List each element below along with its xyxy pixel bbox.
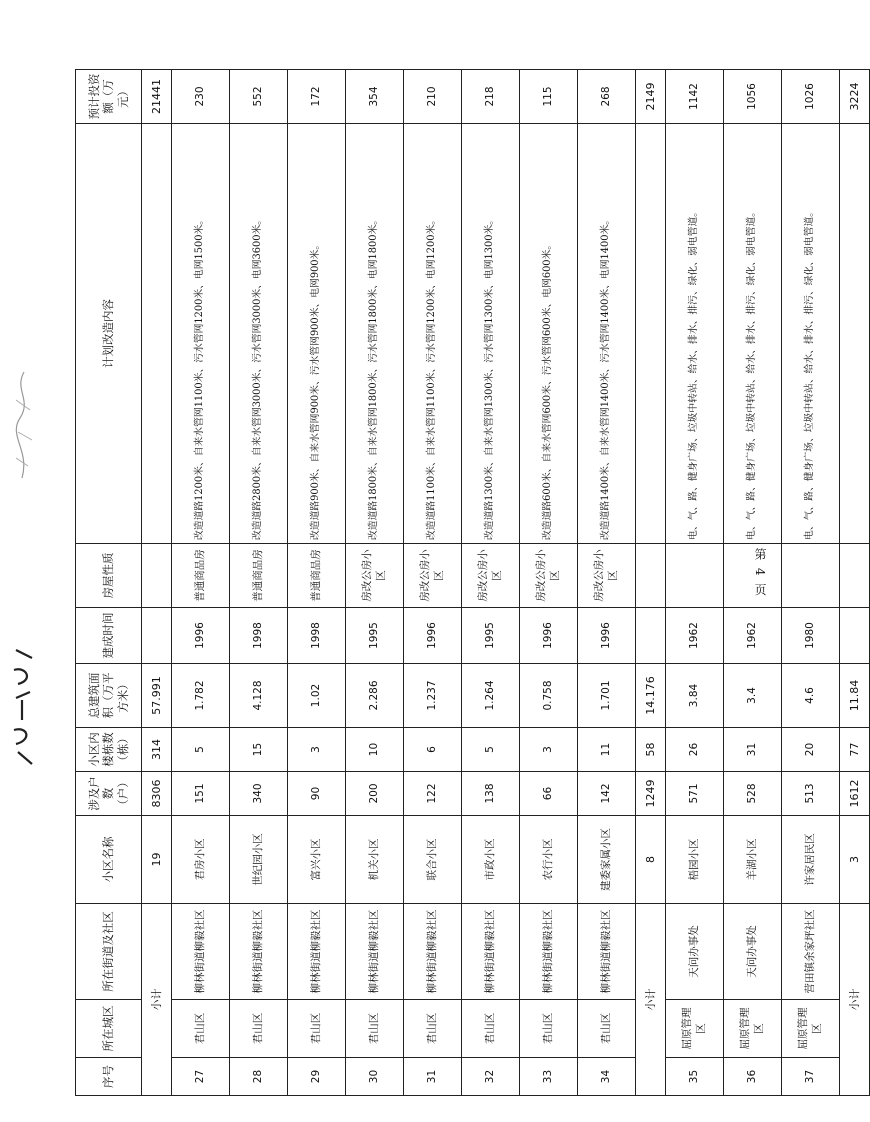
subtotal-label: 小计: [142, 904, 172, 1096]
subtotal-count: 8: [636, 816, 666, 904]
cell-plan: 改造道路900米、自来水管网900米、污水管网900米、电网900米。: [288, 124, 346, 544]
cell-built: 1996: [520, 608, 578, 664]
cell-seq: 36: [724, 1058, 782, 1096]
cell-area: 3.4: [724, 664, 782, 728]
cell-plan: 改造道路600米、自来水管网600米、污水管网600米、电网600米。: [520, 124, 578, 544]
cell-buildings: 5: [172, 728, 230, 772]
cell-area: 1.02: [288, 664, 346, 728]
cell-nature: 普通商品房: [172, 544, 230, 608]
cell-district: 君山区: [230, 1000, 288, 1058]
subtotal-plan: [142, 124, 172, 544]
cell-name: 梧园小区: [666, 816, 724, 904]
cell-invest: 1142: [666, 70, 724, 124]
subtotal-built: [840, 608, 870, 664]
cell-seq: 32: [462, 1058, 520, 1096]
header-households: 涉及户数（户）: [76, 772, 142, 816]
subtotal-plan: [840, 124, 870, 544]
cell-plan: 改造道路1400米、自来水管网1400米、污水管网1400米、电网1400米。: [578, 124, 636, 544]
cell-households: 122: [404, 772, 462, 816]
subtotal-area: 14.176: [636, 664, 666, 728]
header-nature: 房屋性质: [76, 544, 142, 608]
cell-name: 君房小区: [172, 816, 230, 904]
cell-seq: 31: [404, 1058, 462, 1096]
cell-plan: 改造道路1100米、自来水管网1100米、污水管网1200米、电网1200米。: [404, 124, 462, 544]
cell-built: 1996: [404, 608, 462, 664]
cell-households: 138: [462, 772, 520, 816]
subtotal-row: [636, 70, 666, 1096]
header-street: 所在街道及社区: [76, 904, 142, 1000]
cell-district: 君山区: [520, 1000, 578, 1058]
header-plan: 计划改造内容: [76, 124, 142, 544]
cell-households: 340: [230, 772, 288, 816]
cell-invest: 354: [346, 70, 404, 124]
cell-built: 1998: [288, 608, 346, 664]
cell-street: 营田镇余家坪社区: [782, 904, 840, 1000]
cell-name: 建委家属小区: [578, 816, 636, 904]
cell-district: 君山区: [346, 1000, 404, 1058]
cell-seq: 35: [666, 1058, 724, 1096]
subtotal-nature: [142, 544, 172, 608]
subtotal-households: 1249: [636, 772, 666, 816]
cell-street: 柳林街道柳毅社区: [462, 904, 520, 1000]
cell-built: 1995: [346, 608, 404, 664]
cell-area: 1.782: [172, 664, 230, 728]
cell-district: 屈原管理区: [724, 1000, 782, 1058]
cell-name: 市政小区: [462, 816, 520, 904]
cell-name: 联合小区: [404, 816, 462, 904]
cell-households: 528: [724, 772, 782, 816]
cell-plan: 改造道路2800米、自来水管网3000米、污水管网3000米、电网3600米。: [230, 124, 288, 544]
cell-built: 1996: [172, 608, 230, 664]
handwriting-title-mark: [8, 640, 38, 770]
cell-buildings: 11: [578, 728, 636, 772]
cell-seq: 29: [288, 1058, 346, 1096]
cell-name: 农行小区: [520, 816, 578, 904]
cell-nature: [782, 544, 840, 608]
cell-area: 4.128: [230, 664, 288, 728]
cell-households: 90: [288, 772, 346, 816]
subtotal-built: [142, 608, 172, 664]
cell-nature: 房改公房小区: [578, 544, 636, 608]
cell-plan: 电、气、路、健身广场、垃圾中转站、给水、排水、排污、绿化、弱电管道。: [724, 124, 782, 544]
subtotal-buildings: 58: [636, 728, 666, 772]
cell-district: 屈原管理区: [666, 1000, 724, 1058]
subtotal-plan: [636, 124, 666, 544]
cell-buildings: 20: [782, 728, 840, 772]
cell-built: 1996: [578, 608, 636, 664]
cell-street: 柳林街道柳毅社区: [230, 904, 288, 1000]
subtotal-area: 11.84: [840, 664, 870, 728]
cell-buildings: 3: [288, 728, 346, 772]
header-row: [76, 70, 142, 1096]
subtotal-households: 8306: [142, 772, 172, 816]
cell-street: 柳林街道柳毅社区: [346, 904, 404, 1000]
cell-street: 天问办事处: [666, 904, 724, 1000]
header-name: 小区名称: [76, 816, 142, 904]
cell-invest: 172: [288, 70, 346, 124]
cell-plan: 电、气、路、健身广场、垃圾中转站、给水、排水、排污、绿化、弱电管道。: [666, 124, 724, 544]
cell-district: 君山区: [404, 1000, 462, 1058]
cell-seq: 28: [230, 1058, 288, 1096]
handwriting-mark: [10, 370, 38, 480]
cell-households: 571: [666, 772, 724, 816]
cell-plan: 改造道路1800米、自来水管网1800米、污水管网1800米、电网1800米。: [346, 124, 404, 544]
subtotal-invest: 3224: [840, 70, 870, 124]
cell-invest: 268: [578, 70, 636, 124]
cell-name: 世纪园小区: [230, 816, 288, 904]
cell-nature: 房改公房小区: [346, 544, 404, 608]
subtotal-label: 小计: [840, 904, 870, 1096]
cell-name: 许家居民区: [782, 816, 840, 904]
cell-invest: 115: [520, 70, 578, 124]
header-area: 总建筑面积（万平方米）: [76, 664, 142, 728]
subtotal-households: 1612: [840, 772, 870, 816]
cell-name: 富兴小区: [288, 816, 346, 904]
subtotal-invest: 2149: [636, 70, 666, 124]
cell-seq: 34: [578, 1058, 636, 1096]
subtotal-buildings: 314: [142, 728, 172, 772]
table-row: [782, 70, 840, 1096]
cell-nature: 房改公房小区: [462, 544, 520, 608]
cell-seq: 27: [172, 1058, 230, 1096]
header-district: 所在城区: [76, 1000, 142, 1058]
subtotal-row: [840, 70, 870, 1096]
subtotal-count: 19: [142, 816, 172, 904]
cell-invest: 230: [172, 70, 230, 124]
cell-built: 1962: [724, 608, 782, 664]
cell-street: 柳林街道柳毅社区: [404, 904, 462, 1000]
cell-district: 君山区: [578, 1000, 636, 1058]
renovation-table: [75, 69, 870, 1096]
cell-invest: 218: [462, 70, 520, 124]
cell-nature: 房改公房小区: [520, 544, 578, 608]
cell-area: 1.237: [404, 664, 462, 728]
cell-street: 柳林街道柳毅社区: [172, 904, 230, 1000]
cell-invest: 1056: [724, 70, 782, 124]
cell-built: 1998: [230, 608, 288, 664]
subtotal-area: 57.991: [142, 664, 172, 728]
cell-built: 1962: [666, 608, 724, 664]
cell-invest: 1026: [782, 70, 840, 124]
cell-buildings: 15: [230, 728, 288, 772]
cell-households: 66: [520, 772, 578, 816]
cell-area: 3.84: [666, 664, 724, 728]
cell-area: 4.6: [782, 664, 840, 728]
cell-area: 1.701: [578, 664, 636, 728]
cell-street: 天问办事处: [724, 904, 782, 1000]
cell-district: 君山区: [172, 1000, 230, 1058]
cell-nature: 房改公房小区: [404, 544, 462, 608]
cell-area: 2.286: [346, 664, 404, 728]
cell-name: 羊湖小区: [724, 816, 782, 904]
cell-district: 君山区: [462, 1000, 520, 1058]
table-row: [288, 70, 346, 1096]
header-invest: 预计投资额（万元）: [76, 70, 142, 124]
cell-built: 1995: [462, 608, 520, 664]
cell-buildings: 3: [520, 728, 578, 772]
table-row: [578, 70, 636, 1096]
cell-seq: 37: [782, 1058, 840, 1096]
cell-buildings: 31: [724, 728, 782, 772]
cell-seq: 30: [346, 1058, 404, 1096]
cell-seq: 33: [520, 1058, 578, 1096]
cell-invest: 210: [404, 70, 462, 124]
cell-plan: 电、气、路、健身广场、垃圾中转站、给水、排水、排污、绿化、弱电管道。: [782, 124, 840, 544]
cell-buildings: 5: [462, 728, 520, 772]
cell-name: 机关小区: [346, 816, 404, 904]
cell-district: 君山区: [288, 1000, 346, 1058]
table-row: [346, 70, 404, 1096]
subtotal-label: 小计: [636, 904, 666, 1096]
cell-street: 柳林街道柳毅社区: [578, 904, 636, 1000]
subtotal-count: 3: [840, 816, 870, 904]
cell-nature: 普通商品房: [230, 544, 288, 608]
subtotal-built: [636, 608, 666, 664]
cell-street: 柳林街道柳毅社区: [288, 904, 346, 1000]
page-number: 第 4 页: [753, 548, 767, 598]
cell-households: 513: [782, 772, 840, 816]
cell-buildings: 6: [404, 728, 462, 772]
cell-buildings: 10: [346, 728, 404, 772]
cell-area: 0.758: [520, 664, 578, 728]
cell-households: 151: [172, 772, 230, 816]
subtotal-invest: 21441: [142, 70, 172, 124]
header-built: 建成时间: [76, 608, 142, 664]
cell-nature: [666, 544, 724, 608]
cell-nature: 普通商品房: [288, 544, 346, 608]
subtotal-nature: [636, 544, 666, 608]
table-row: [666, 70, 724, 1096]
header-buildings: 小区内楼栋数（栋）: [76, 728, 142, 772]
table-row: [404, 70, 462, 1096]
cell-plan: 改造道路1200米、自来水管网1100米、污水管网1200米、电网1500米。: [172, 124, 230, 544]
table-row: [172, 70, 230, 1096]
cell-households: 200: [346, 772, 404, 816]
cell-area: 1.264: [462, 664, 520, 728]
table-row: [520, 70, 578, 1096]
subtotal-buildings: 77: [840, 728, 870, 772]
table-row: [230, 70, 288, 1096]
subtotal-row: [142, 70, 172, 1096]
cell-built: 1980: [782, 608, 840, 664]
cell-buildings: 26: [666, 728, 724, 772]
cell-street: 柳林街道柳毅社区: [520, 904, 578, 1000]
header-seq: 序号: [76, 1058, 142, 1096]
cell-plan: 改造道路1300米、自来水管网1300米、污水管网1300米、电网1300米。: [462, 124, 520, 544]
cell-households: 142: [578, 772, 636, 816]
subtotal-nature: [840, 544, 870, 608]
cell-invest: 552: [230, 70, 288, 124]
cell-district: 屈原管理区: [782, 1000, 840, 1058]
table-row: [462, 70, 520, 1096]
